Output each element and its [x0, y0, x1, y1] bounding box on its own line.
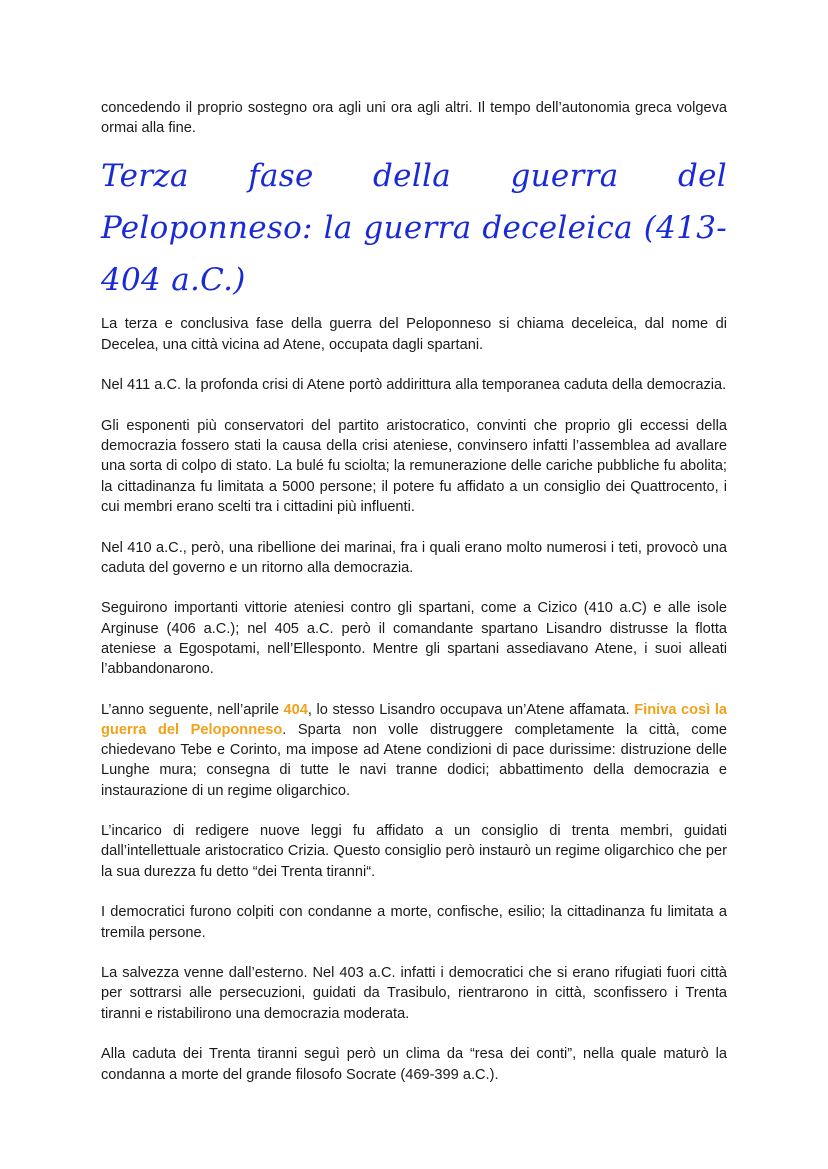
text-segment: L’anno seguente, nell’aprile [101, 701, 284, 718]
highlight-year: 404 [283, 701, 308, 718]
paragraph-colpo-di-stato: Gli esponenti più conservatori del partito aristocratico, convinti che proprio gli eccessi della democrazia fossero stati la causa della crisi ateniese, convinsero infatti l’assemblea ad avallare una sorta di colpo di stato. La bulé fu sciolta; la remunerazione delle cariche pubbliche fu abolita; la cittadinanza fu limitata a 5000 persone; il potere fu affidato a un consiglio dei Quattrocento, i cui membri erano scelti tra i cittadini più influenti. [101, 418, 727, 515]
text-segment: . Sparta non volle distruggere completamente la città, come chiedevano Tebe e Corinto, ma impose ad Atene condizioni di pace durissime: distruzione delle Lunghe mura; consegna di tutte le navi tranne dodici; abbattimento della democrazia e instaurazione di un regime oligarchico. [101, 721, 727, 799]
paragraph-410: Nel 410 a.C., però, una ribellione dei marinai, fra i quali erano molto numerosi i teti, provocò una caduta del governo e un ritorno alla democrazia. [101, 539, 727, 576]
paragraph-salvezza: La salvezza venne dall’esterno. Nel 403 a.C. infatti i democratici che si erano rifugiati fuori città per sottrarsi alle persecuzioni, guidati da Trasibulo, rientrarono in città, sconfissero i Trenta tiranni e ristabilirono una democrazia moderata. [101, 965, 727, 1022]
highlight-end-of-war: Finiva così la guerra del Peloponneso [101, 701, 727, 738]
paragraph-democratici: I democratici furono colpiti con condanne a morte, confische, esilio; la cittadinanza fu limitata a tremila persone. [101, 904, 727, 941]
paragraph-trenta-tiranni: L’incarico di redigere nuove leggi fu affidato a un consiglio di trenta membri, guidati dall’intellettuale aristocratico Crizia. Questo consiglio però instaurò un regime oligarchico che per la sua durezza fu detto “dei Trenta tiranni“. [101, 823, 727, 880]
paragraph-411: Nel 411 a.C. la profonda crisi di Atene portò addirittura alla temporanea caduta della democrazia. [101, 377, 727, 394]
section-heading: Terza fase della guerra del Peloponneso: la guerra deceleica (413-404 a.C.) [101, 158, 727, 299]
paragraph-vittorie: Seguirono importanti vittorie ateniesi contro gli spartani, come a Cizico (410 a.C) e alle isole Arginuse (406 a.C.); nel 405 a.C. però il comandante spartano Lisandro distrusse la flotta ateniese a Egospotami, nell’Ellesponto. Mentre gli spartani assediavano Atene, i suoi alleati l’abbandonarono. [101, 600, 727, 678]
paragraph-socrate: Alla caduta dei Trenta tiranni seguì però un clima da “resa dei conti”, nella quale maturò la condanna a morte del grande filosofo Socrate (469-399 a.C.). [101, 1046, 727, 1083]
text-segment: , lo stesso Lisandro occupava un’Atene affamata. [307, 701, 635, 718]
paragraph-404 [101, 700, 727, 801]
document-page [101, 98, 727, 1085]
paragraph-deceleica: La terza e conclusiva fase della guerra del Peloponneso si chiama deceleica, dal nome di Decelea, una città vicina ad Atene, occupata dagli spartani. [101, 316, 727, 353]
intro-paragraph: concedendo il proprio sostegno ora agli uni ora agli altri. Il tempo dell’autonomia greca volgeva ormai alla fine. [101, 100, 727, 137]
